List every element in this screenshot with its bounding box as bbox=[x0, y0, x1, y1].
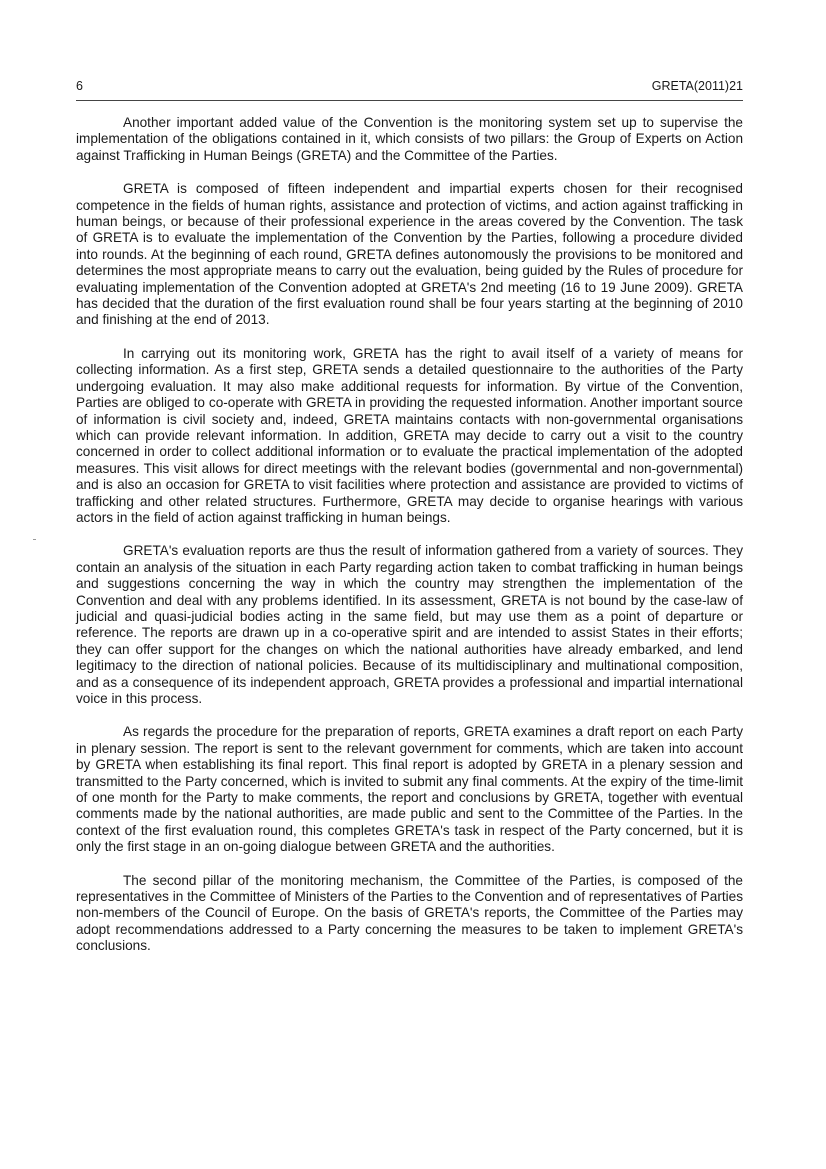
paragraph-greta-composition: GRETA is composed of fifteen independent and impartial experts chosen for their recognised competence in the fields of human rights, assistance and protection of victims, and action against trafficking in human beings, or because of their professional experience in the areas covered by the Convention. The task of GRETA is to evaluate the implementation of the Convention by the Parties, following a procedure divided into rounds. At the beginning of each round, GRETA defines autonomously the provisions to be monitored and determines the most appropriate means to carry out the evaluation, being guided by the Rules of procedure for evaluating implementation of the Convention adopted at GRETA's 2nd meeting (16 to 19 June 2009). GRETA has decided that the duration of the first evaluation round shall be four years starting at the beginning of 2010 and finishing at the end of 2013. bbox=[76, 181, 743, 328]
margin-mark bbox=[33, 539, 36, 540]
document-reference: GRETA(2011)21 bbox=[651, 79, 743, 93]
paragraph-monitoring-work: In carrying out its monitoring work, GRETA has the right to avail itself of a variety of means for collecting information. As a first step, GRETA sends a detailed questionnaire to the authorities of the Party undergoing evaluation. It may also make additional requests for information. By virtue of the Convention, Parties are obliged to co-operate with GRETA in providing the requested information. Another important source of information is civil society and, indeed, GRETA maintains contacts with non-governmental organisations which can provide relevant information. In addition, GRETA may decide to carry out a visit to the country concerned in order to collect additional information or to evaluate the practical implementation of the adopted measures. This visit allows for direct meetings with the relevant bodies (governmental and non-governmental) and is also an occasion for GRETA to visit facilities where protection and assistance are provided to victims of trafficking and other related structures. Furthermore, GRETA may decide to organise hearings with various actors in the field of action against trafficking in human beings. bbox=[76, 345, 743, 525]
body-text bbox=[76, 115, 743, 972]
header-rule bbox=[76, 100, 743, 101]
paragraph-committee-of-parties: The second pillar of the monitoring mechanism, the Committee of the Parties, is composed of the representatives in the Committee of Ministers of the Parties to the Convention and of representatives of Parties non-members of the Council of Europe. On the basis of GRETA's reports, the Committee of the Parties may adopt recommendations addressed to a Party concerning the measures to be taken to implement GRETA's conclusions. bbox=[76, 872, 743, 954]
paragraph-report-procedure: As regards the procedure for the preparation of reports, GRETA examines a draft report on each Party in plenary session. The report is sent to the relevant government for comments, which are taken into account by GRETA when establishing its final report. This final report is adopted by GRETA in a plenary session and transmitted to the Party concerned, which is invited to submit any final comments. At the expiry of the time-limit of one month for the Party to make comments, the report and conclusions by GRETA, together with eventual comments made by the national authorities, are made public and sent to the Committee of the Parties. In the context of the first evaluation round, this completes GRETA's task in respect of the Party concerned, but it is only the first stage in an on-going dialogue between GRETA and the authorities. bbox=[76, 724, 743, 855]
page-number: 6 bbox=[76, 79, 83, 93]
paragraph-evaluation-reports: GRETA's evaluation reports are thus the result of information gathered from a variety of sources. They contain an analysis of the situation in each Party regarding action taken to combat trafficking in human beings and suggestions concerning the way in which the country may strengthen the implementation of the Convention and deal with any problems identified. In its assessment, GRETA is not bound by the case-law of judicial and quasi-judicial bodies acting in the same field, but may use them as a point of departure or reference. The reports are drawn up in a co-operative spirit and are intended to assist States in their efforts; they can offer support for the changes on which the national authorities have already embarked, and lend legitimacy to the direction of national policies. Because of its multidisciplinary and multinational composition, and as a consequence of its independent approach, GRETA provides a professional and impartial international voice in this process. bbox=[76, 543, 743, 706]
paragraph-monitoring-system: Another important added value of the Convention is the monitoring system set up to supervise the implementation of the obligations contained in it, which consists of two pillars: the Group of Experts on Action against Trafficking in Human Beings (GRETA) and the Committee of the Parties. bbox=[76, 115, 743, 163]
page-header bbox=[76, 79, 743, 97]
